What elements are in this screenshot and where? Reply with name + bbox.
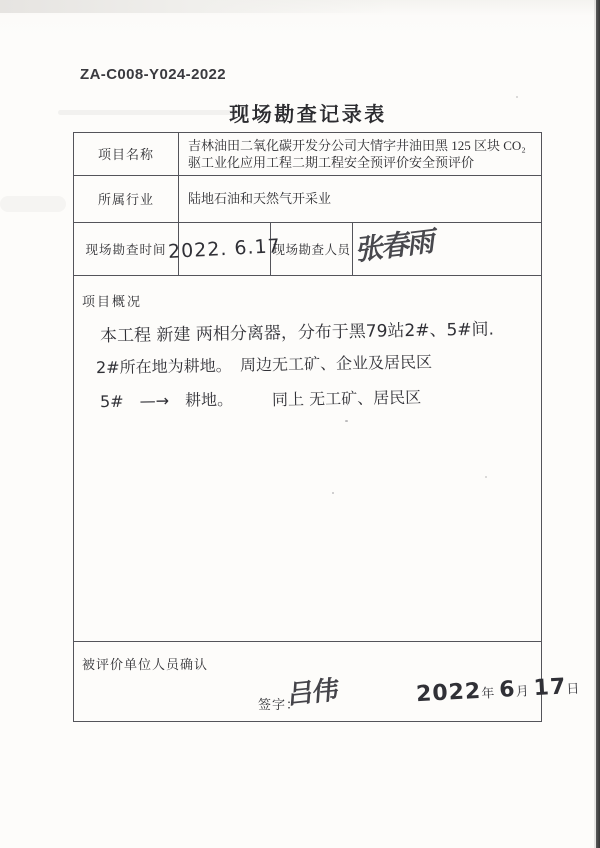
handwritten-overview-line-1: 本工程 新建 两相分离器，分布于黑79站2#、5#间. <box>99 319 495 346</box>
survey-record-table <box>73 132 580 722</box>
date-year: 2022 <box>415 679 482 708</box>
handwritten-survey-date: 2022. 6.17 <box>167 234 282 263</box>
row-confirmation <box>74 642 580 721</box>
date-year-unit: 年 <box>481 686 495 703</box>
row-project-overview <box>74 276 541 643</box>
project-name-label: 项目名称 <box>74 133 179 175</box>
row-survey-time-staff <box>74 223 541 276</box>
date-month-unit: 月 <box>515 684 530 701</box>
scan-speck <box>516 96 518 98</box>
date-day-unit: 日 <box>566 682 580 698</box>
signature-field-label: 签字： <box>258 697 301 713</box>
survey-time-label: 现场勘查时间 <box>74 223 179 275</box>
handwritten-overview-line-2a: 2#所在地为耕地。 <box>95 355 232 377</box>
industry-label: 所属行业 <box>74 176 179 222</box>
survey-staff-label: 现场勘查人员 <box>271 223 353 275</box>
row-project-name <box>74 133 541 176</box>
project-name-value: 吉林油田二氧化碳开发分公司大情字井油田黑 125 区块 CO₂驱工业化应用工程二期工程安全预评价安全预评价 <box>188 137 526 170</box>
handwritten-confirm-date <box>415 674 579 708</box>
survey-staff-value-cell <box>353 223 541 275</box>
document-code: ZA-C008-Y024-2022 <box>80 66 227 83</box>
handwritten-overview-line-2b: 周边无工矿、企业及居民区 <box>239 351 433 375</box>
row-industry <box>74 176 541 223</box>
industry-value: 陆地石油和天然气开采业 <box>188 191 332 207</box>
project-overview-label: 项目概况 <box>82 293 143 309</box>
scan-artifact-top-band <box>0 0 430 13</box>
scan-artifact-edge-strip <box>596 0 600 848</box>
date-month: 6 <box>498 677 517 704</box>
survey-time-value-cell <box>167 223 282 275</box>
scan-artifact-smudge <box>0 196 66 212</box>
handwritten-confirm-signature: 吕伟 <box>286 675 339 712</box>
date-day: 17 <box>533 674 567 702</box>
scan-artifact-streak <box>58 110 238 115</box>
form-title: 现场勘查记录表 <box>229 104 387 126</box>
handwritten-overview-line-3b: 同上 无工矿、居民区 <box>271 387 422 409</box>
confirmation-label: 被评价单位人员确认 <box>82 657 209 673</box>
handwritten-surveyor-signature: 张春雨 <box>355 223 437 267</box>
handwritten-overview-line-3a: 5# —→ 耕地。 <box>99 389 234 411</box>
